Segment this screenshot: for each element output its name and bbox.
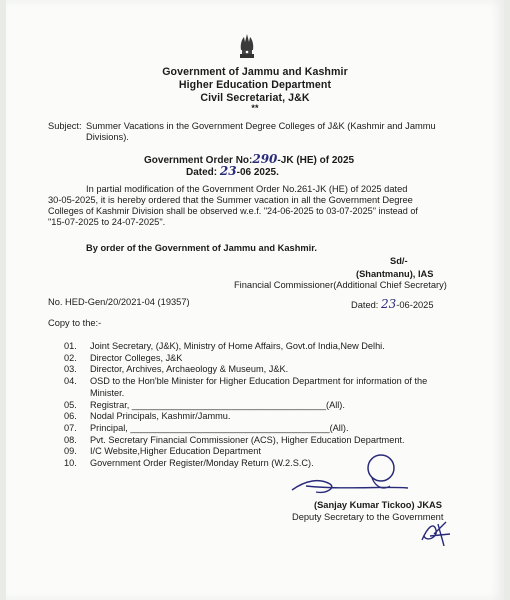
signatory-1-sd: Sd/- [390,256,408,266]
body-line-3: Colleges of Kashmir Division shall be observed w.e.f. "24-06-2025 to 03-07-2025" instead of [48,206,418,216]
list-item: 03. Director, Archives, Archaeology & Museum, J&K. [64,364,289,375]
header-line-2: Higher Education Department [178,79,332,91]
initials-signature-icon [416,516,456,550]
body-line-2: 30-05-2025, it is hereby ordered that the Summer vacation in all the Government Degree [48,195,413,205]
order-number: Government Order No:290-JK (HE) of 2025 [144,152,355,166]
header-line-1: Government of Jammu and Kashmir [162,66,348,78]
copy-to-label: Copy to the:- [48,318,102,328]
reference-dated-handwritten: 23 [381,297,397,311]
body-line-4: "15-07-2025 to 24-07-2025". [48,217,166,227]
list-item: 01. Joint Secretary, (J&K), Ministry of Home Affairs, Govt.of India,New Delhi. [64,341,385,351]
subject-text-1: Summer Vacations in the Government Degree Colleges of J&K (Kashmir and Jammu [86,121,436,131]
header-line-3: Civil Secretariat, J&K [200,92,310,104]
handwritten-signature-icon [286,450,436,500]
list-item: 05. Registrar, ______________________________________(All). [64,399,345,410]
header-stars: ** [251,103,259,113]
list-item: Minister. [90,387,125,398]
subject-text-2: Divisions). [86,132,129,142]
order-dated: Dated: 23-06 2025. [186,164,279,178]
signatory-1-title: Financial Commissioner(Additional Chief Secretary) [234,280,447,290]
list-item: 07. Principal, _______________________________________(All). [64,422,349,433]
signatory-2-title: Deputy Secretary to the Government [292,512,444,522]
list-item: 10. Government Order Register/Monday Return (W.2.S.C). [64,458,314,469]
list-item: 09. I/C Website,Higher Education Department [64,446,261,457]
list-item: 06. Nodal Principals, Kashmir/Jammu. [64,411,231,422]
subject-label: Subject: [48,121,82,131]
list-item: 04. OSD to the Hon'ble Minister for Higher Education Department for information of the [64,376,428,387]
order-dated-handwritten: 23 [219,164,237,178]
by-order-line: By order of the Government of Jammu and Kashmir. [86,243,317,253]
signatory-1-name: (Shantmanu), IAS [356,269,434,279]
body-line-1: In partial modification of the Government Order No.261-JK (HE) of 2025 dated [86,184,408,194]
order-number-handwritten: 290 [252,152,278,166]
list-item: 02. Director Colleges, J&K [64,352,183,363]
national-emblem-icon [236,30,258,60]
signatory-2-name: (Sanjay Kumar Tickoo) JKAS [314,500,442,510]
document-page [6,0,504,600]
list-item: 08. Pvt. Secretary Financial Commissioner (ACS), Higher Education Department. [64,434,405,445]
reference-dated: Dated: 23-06-2025 [351,297,434,311]
reference-number: No. HED-Gen/20/2021-04 (19357) [48,297,190,307]
